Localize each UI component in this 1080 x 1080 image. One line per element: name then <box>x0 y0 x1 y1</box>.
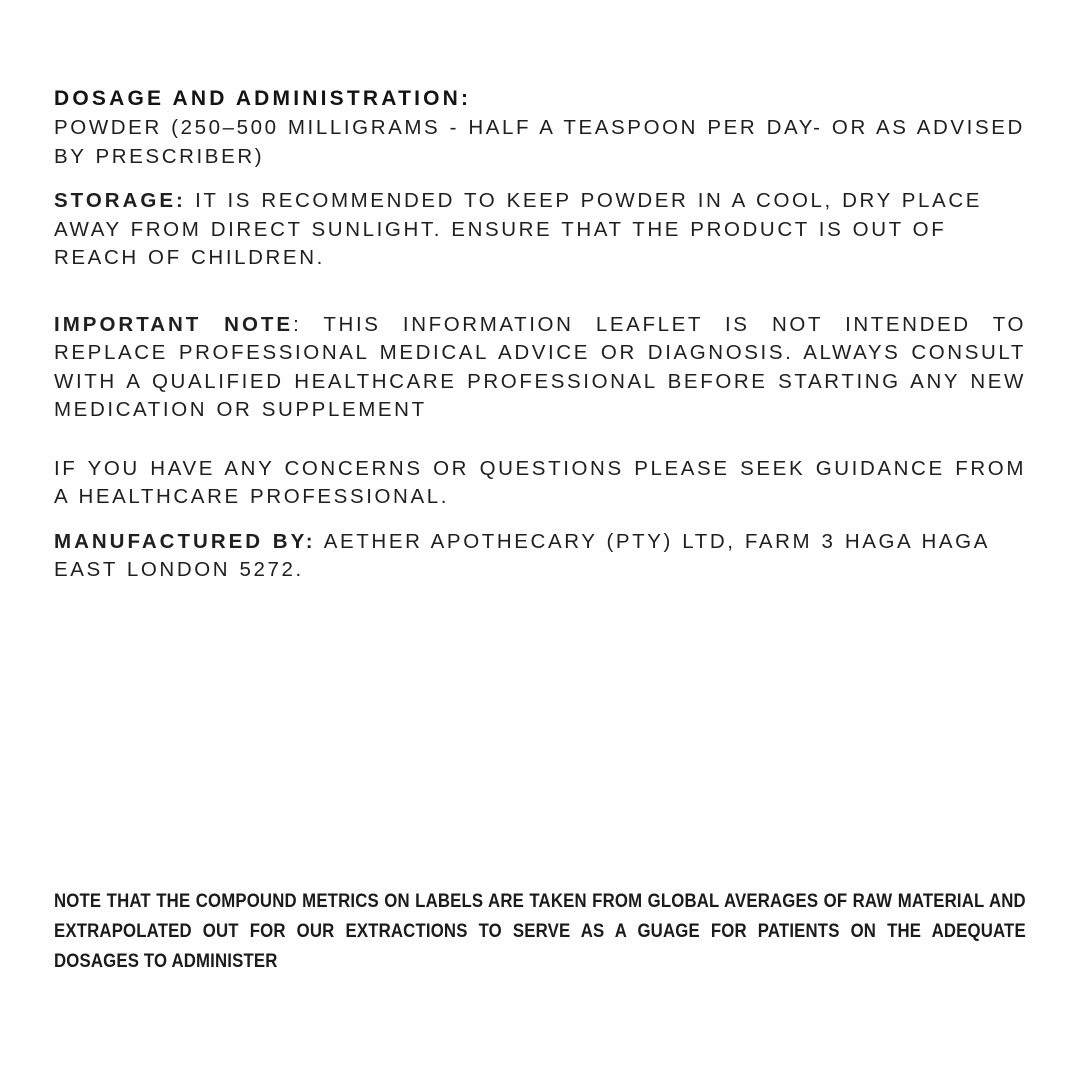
spacer-1 <box>54 171 1026 187</box>
section-manufactured-by <box>54 528 1026 585</box>
spacer-2 <box>54 273 1026 311</box>
leaflet-content <box>54 84 1026 585</box>
storage-label: STORAGE: <box>54 189 186 212</box>
dosage-text: POWDER (250–500 MILLIGRAMS - HALF A TEASPOON PER DAY- OR AS ADVISED BY PRESCRIBER) <box>54 116 1025 168</box>
section-dosage <box>54 84 1026 171</box>
section-storage <box>54 187 1026 273</box>
dosage-heading: DOSAGE AND ADMINISTRATION: <box>54 87 472 110</box>
footer-note: NOTE THAT THE COMPOUND METRICS ON LABELS ARE TAKEN FROM GLOBAL AVERAGES OF RAW MATERIAL AND EXTRAPOLATED OUT FOR OUR EXTRACTIONS TO SERVE AS A GUAGE FOR PATIENTS ON THE ADEQUATE DOSAGES TO ADMINISTER <box>54 890 1026 972</box>
important-note-label: IMPORTANT NOTE <box>54 312 294 336</box>
section-important-note <box>54 311 1026 425</box>
spacer-4 <box>54 512 1026 528</box>
manufactured-by-text: AETHER APOTHECARY (PTY) LTD, FARM 3 HAGA HAGA EAST LONDON 5272. <box>54 529 989 581</box>
concerns-text: IF YOU HAVE ANY CONCERNS OR QUESTIONS PLEASE SEEK GUIDANCE FROM A HEALTHCARE PROFESSIONAL. <box>54 456 1026 508</box>
spacer-3 <box>54 425 1026 455</box>
storage-text: IT IS RECOMMENDED TO KEEP POWDER IN A COOL, DRY PLACE AWAY FROM DIRECT SUNLIGHT. ENSURE THAT THE PRODUCT IS OUT OF REACH OF CHILDREN. <box>54 189 983 269</box>
important-note-text: : THIS INFORMATION LEAFLET IS NOT INTENDED TO REPLACE PROFESSIONAL MEDICAL ADVICE OR DIAGNOSIS. ALWAYS CONSULT WITH A QUALIFIED HEALTHCARE PROFESSIONAL BEFORE STARTING ANY NEW MEDICATION OR SUPPLEMENT <box>54 312 1027 421</box>
manufactured-by-label: MANUFACTURED BY: <box>54 529 316 553</box>
